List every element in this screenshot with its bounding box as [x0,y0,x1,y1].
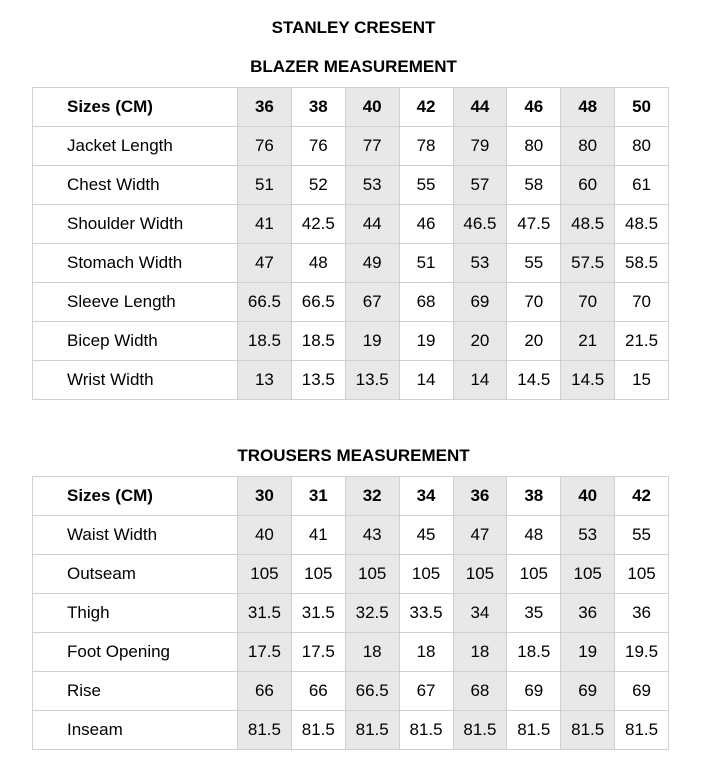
table-row [33,672,669,711]
table-row [33,283,669,322]
measurement-value: 19 [399,322,453,361]
table-row [33,361,669,400]
measurement-value: 66.5 [238,283,292,322]
blazer-section-title: BLAZER MEASUREMENT [250,57,457,76]
measurement-label: Stomach Width [33,244,238,283]
measurement-value: 31.5 [238,594,292,633]
measurement-value: 53 [561,516,615,555]
measurement-value: 41 [291,516,345,555]
measurement-value: 20 [507,322,561,361]
table-row [33,205,669,244]
measurement-value: 18 [453,633,507,672]
measurement-label: Thigh [33,594,238,633]
measurement-value: 69 [453,283,507,322]
measurement-value: 48 [507,516,561,555]
measurement-value: 79 [453,127,507,166]
measurement-value: 58.5 [615,244,669,283]
size-header-cell: 42 [615,477,669,516]
size-header-cell: 36 [238,88,292,127]
size-header-cell: 42 [399,88,453,127]
size-header-cell: 50 [615,88,669,127]
measurement-value: 105 [615,555,669,594]
measurement-value: 18.5 [291,322,345,361]
measurement-value: 40 [238,516,292,555]
measurement-value: 76 [238,127,292,166]
measurement-value: 61 [615,166,669,205]
measurement-value: 17.5 [291,633,345,672]
measurement-value: 21 [561,322,615,361]
measurement-value: 70 [507,283,561,322]
measurement-label: Outseam [33,555,238,594]
measurement-value: 55 [399,166,453,205]
measurement-value: 105 [238,555,292,594]
measurement-value: 18 [399,633,453,672]
measurement-value: 76 [291,127,345,166]
measurement-value: 14.5 [507,361,561,400]
measurement-value: 48.5 [561,205,615,244]
measurement-value: 19 [345,322,399,361]
measurement-value: 81.5 [615,711,669,750]
measurement-value: 20 [453,322,507,361]
measurement-value: 80 [561,127,615,166]
measurement-label: Sleeve Length [33,283,238,322]
measurement-value: 55 [507,244,561,283]
measurement-value: 35 [507,594,561,633]
measurement-value: 67 [345,283,399,322]
measurement-value: 57 [453,166,507,205]
measurement-value: 68 [453,672,507,711]
measurement-value: 81.5 [238,711,292,750]
measurement-value: 18.5 [507,633,561,672]
measurement-value: 55 [615,516,669,555]
measurement-value: 66.5 [291,283,345,322]
trousers-section-title: TROUSERS MEASUREMENT [237,446,470,465]
measurement-label: Waist Width [33,516,238,555]
measurement-value: 69 [561,672,615,711]
measurement-value: 14 [453,361,507,400]
measurement-value: 48.5 [615,205,669,244]
size-header-cell: 38 [507,477,561,516]
measurement-value: 58 [507,166,561,205]
measurement-value: 19.5 [615,633,669,672]
measurement-value: 81.5 [453,711,507,750]
measurement-value: 81.5 [291,711,345,750]
measurement-value: 66 [291,672,345,711]
table-row [33,633,669,672]
header-row [33,477,669,516]
measurement-value: 42.5 [291,205,345,244]
measurement-value: 66 [238,672,292,711]
table-row [33,516,669,555]
measurement-value: 48 [291,244,345,283]
measurement-value: 19 [561,633,615,672]
measurement-value: 53 [345,166,399,205]
measurement-value: 47.5 [507,205,561,244]
measurement-value: 51 [399,244,453,283]
measurement-value: 60 [561,166,615,205]
measurement-label: Jacket Length [33,127,238,166]
measurement-value: 41 [238,205,292,244]
measurement-label: Wrist Width [33,361,238,400]
table-row [33,244,669,283]
measurement-value: 69 [507,672,561,711]
measurement-value: 68 [399,283,453,322]
measurement-value: 47 [238,244,292,283]
measurement-label: Shoulder Width [33,205,238,244]
measurement-value: 14 [399,361,453,400]
measurement-value: 21.5 [615,322,669,361]
measurement-value: 14.5 [561,361,615,400]
measurement-value: 46.5 [453,205,507,244]
measurement-value: 34 [453,594,507,633]
measurement-value: 78 [399,127,453,166]
measurement-value: 46 [399,205,453,244]
size-header-cell: 30 [238,477,292,516]
size-header-cell: 46 [507,88,561,127]
measurement-value: 69 [615,672,669,711]
measurement-value: 13 [238,361,292,400]
measurement-value: 51 [238,166,292,205]
measurement-label: Foot Opening [33,633,238,672]
measurement-value: 15 [615,361,669,400]
measurement-value: 13.5 [291,361,345,400]
size-header-cell: 34 [399,477,453,516]
measurement-value: 105 [345,555,399,594]
measurement-value: 81.5 [399,711,453,750]
measurement-label: Bicep Width [33,322,238,361]
measurement-value: 81.5 [507,711,561,750]
blazer-size-table [32,87,669,400]
measurement-value: 105 [399,555,453,594]
size-header-cell: 36 [453,477,507,516]
measurement-value: 80 [507,127,561,166]
measurement-value: 70 [615,283,669,322]
table-row [33,711,669,750]
size-header-cell: 44 [453,88,507,127]
trousers-size-table [32,476,669,750]
measurement-value: 66.5 [345,672,399,711]
measurement-label: Rise [33,672,238,711]
measurement-value: 77 [345,127,399,166]
table-row [33,127,669,166]
sizes-header-label: Sizes (CM) [33,88,238,127]
measurement-label: Inseam [33,711,238,750]
measurement-value: 17.5 [238,633,292,672]
measurement-value: 52 [291,166,345,205]
measurement-value: 49 [345,244,399,283]
measurement-value: 32.5 [345,594,399,633]
size-header-cell: 31 [291,477,345,516]
table-row [33,594,669,633]
measurement-value: 36 [615,594,669,633]
size-header-cell: 48 [561,88,615,127]
measurement-value: 105 [291,555,345,594]
measurement-value: 81.5 [561,711,615,750]
measurement-value: 81.5 [345,711,399,750]
table-row [33,166,669,205]
sizes-header-label: Sizes (CM) [33,477,238,516]
table-row [33,322,669,361]
measurement-value: 57.5 [561,244,615,283]
size-header-cell: 32 [345,477,399,516]
header-row [33,88,669,127]
measurement-value: 13.5 [345,361,399,400]
measurement-value: 36 [561,594,615,633]
measurement-value: 70 [561,283,615,322]
size-header-cell: 38 [291,88,345,127]
measurement-value: 18.5 [238,322,292,361]
measurement-value: 67 [399,672,453,711]
measurement-value: 45 [399,516,453,555]
table-row [33,555,669,594]
brand-title: STANLEY CRESENT [271,18,436,37]
measurement-value: 47 [453,516,507,555]
measurement-value: 80 [615,127,669,166]
measurement-value: 33.5 [399,594,453,633]
size-header-cell: 40 [345,88,399,127]
size-header-cell: 40 [561,477,615,516]
measurement-value: 53 [453,244,507,283]
measurement-value: 105 [507,555,561,594]
measurement-value: 43 [345,516,399,555]
measurement-value: 105 [561,555,615,594]
measurement-label: Chest Width [33,166,238,205]
measurement-value: 18 [345,633,399,672]
measurement-value: 31.5 [291,594,345,633]
measurement-value: 105 [453,555,507,594]
measurement-value: 44 [345,205,399,244]
